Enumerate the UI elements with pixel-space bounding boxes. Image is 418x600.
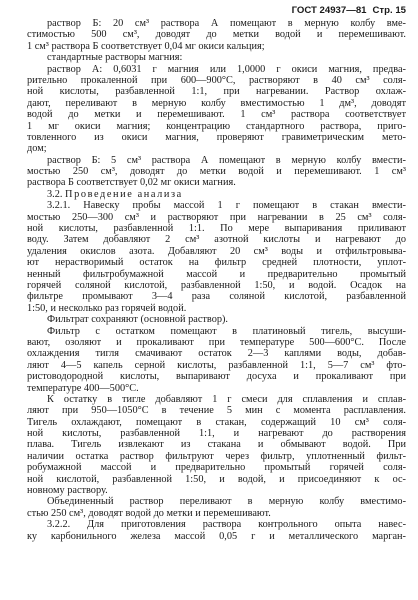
text-line: вают, озоляют и прокаливают при температуре 500—600°С. После [27, 336, 406, 348]
text-line: ют нерастворимый остаток на фильтр средней плотности, уплот- [27, 257, 406, 269]
text-line: мостью 250 см³, доводят до метки водой и перемешивают. 1 см³ [27, 166, 406, 178]
text-line: Тигель охлаждают, помещают в стакан, содержащий 10 см³ соля- [27, 416, 406, 428]
text-line: стью 250 см³, доводят водой до метки и перемешивают. [27, 507, 271, 519]
text-line: ляют при 950—1050°С в течение 5 мин с момента расплавления. [27, 405, 406, 417]
text-line: рительно прокаленной при 600—900°С, растворяют в 40 см³ соля- [27, 74, 406, 86]
standard-number: ГОСТ 24937—81 [291, 5, 367, 16]
page-header [27, 4, 406, 18]
text-line: мостью 250—300 см³ и растворяют при нагревании в 25 см³ соля- [27, 211, 406, 223]
text-line: 1:50, и несколько раз горячей водой. [27, 302, 187, 314]
text-line: ной кислотой, разбавленной 1:50, и водой, и присоединяют к ос- [27, 473, 406, 485]
text-line: раствор Б: 5 см³ раствора А помещают в мерную колбу вмести- [47, 154, 406, 166]
section-title: Проведение анализа [65, 188, 183, 200]
text-line: ной кислоты, разбавленной 1:1, и нагревают до растворения [27, 428, 406, 440]
body-text [27, 18, 406, 542]
text-line: К остатку в тигле добавляют 1 г смеси для сплавления и сплав- [47, 393, 406, 405]
text-line [27, 189, 406, 200]
text-line: дом; [27, 143, 47, 155]
text-line: ку карбонильного железа массой 0,05 г и металлического марган- [27, 530, 406, 542]
text-line: температуре 400—500°С. [27, 382, 139, 394]
text-line: плава. Тигель извлекают из стакана и обмывают водой. При [27, 439, 406, 451]
page-number: 15 [395, 5, 406, 16]
text-line: водой до метки и перемешивают. 1 см³ раствора соответствует [27, 109, 406, 121]
text-line: 1 мг окиси магния; концентрацию стандартного раствора, приго- [27, 120, 406, 132]
text-line: стандартные растворы магния: [47, 52, 183, 64]
text-line: 3.2.1. Навеску пробы массой 1 г помещают в стакан вмести- [47, 200, 406, 212]
text-line: ристоводородной кислоты, выпаривают досуха и прокаливают при [27, 371, 406, 383]
text-line: удаления окислов азота. Добавляют 20 см³ воды и отфильтровыва- [27, 245, 406, 257]
text-line: стимостью 500 см³, доводят до метки водой и перемешивают. [27, 29, 406, 41]
text-line: товленного из окиси магния, проверяют гравиметрическим мето- [27, 131, 406, 143]
text-line: ной кислоты, разбавленной 1:1. По мере выпаривания приливают [27, 223, 406, 235]
text-line: охлаждения тигля смачивают остаток 2—3 каплями воды, добав- [27, 348, 406, 360]
text-line: ляют 4—5 капель серной кислоты, разбавленной 1:1, 5—7 см³ фто- [27, 359, 406, 371]
text-line: ной кислоты, разбавленной 1:1, при нагревании. Раствор охлаж- [27, 86, 406, 98]
text-line: 3.2.2. Для приготовления раствора контрольного опыта навес- [47, 519, 406, 531]
text-line: новному раствору. [27, 485, 108, 497]
text-line: фильтре промывают 3—4 раза соляной кислотой, разбавленной [27, 291, 406, 303]
text-line: дают, переливают в мерную колбу вместимостью 1 дм³, доводят [27, 97, 406, 109]
text-line: наличии остатка раствор фильтруют через фильтр, уплотненный фильт- [27, 450, 406, 462]
text-line: 1 см³ раствора Б соответствует 0,04 мг окиси кальция; [27, 40, 265, 52]
text-line: робумажной массой и предварительно промытый горячей соля- [27, 462, 406, 474]
text-line: раствора Б соответствует 0,02 мг окиси магния. [27, 177, 236, 189]
text-line: раствор Б: 20 см³ раствора А помещают в мерную колбу вме- [47, 18, 406, 29]
text-line: горячей соляной кислотой, разбавленной 1:50, и водой. Осадок на [27, 279, 406, 291]
text-line: Объединенный раствор переливают в мерную колбу вместимо- [47, 496, 406, 508]
page-label: Стр. [372, 5, 393, 16]
text-line: Фильтрат сохраняют (основной раствор). [47, 314, 228, 326]
section-number: 3.2. [47, 188, 66, 200]
text-line: Фильтр с остатком помещают в платиновый тигель, высуши- [47, 325, 406, 337]
text-line: ненный фильтробумажной массой и предварительно промытый [27, 268, 406, 280]
text-line: раствор А: 0,6031 г магния или 1,0000 г окиси магния, предва- [47, 63, 406, 75]
text-line: воду. Затем добавляют 2 см³ азотной кислоты и нагревают до [27, 234, 406, 246]
